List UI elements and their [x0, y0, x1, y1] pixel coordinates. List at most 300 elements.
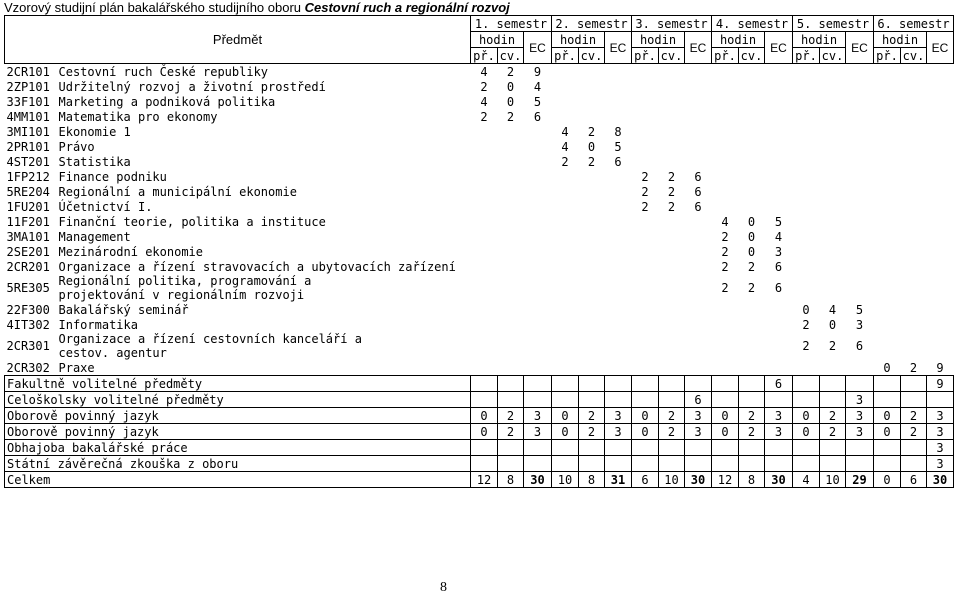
ec-credits [685, 456, 712, 472]
empty-cell [498, 199, 524, 214]
empty-cell [552, 302, 579, 317]
empty-cell [793, 94, 820, 109]
exercise-hours: 2 [820, 408, 846, 424]
ec-credits: 8 [614, 124, 622, 139]
empty-cell [524, 199, 552, 214]
empty-cell [927, 332, 954, 360]
empty-cell [874, 109, 901, 124]
ec-credits: 5 [855, 302, 864, 317]
ec-credits [524, 456, 552, 472]
empty-cell [874, 332, 901, 360]
lecture-hours: 2 [480, 79, 488, 94]
course-row [5, 169, 954, 184]
empty-cell [820, 214, 846, 229]
empty-cell [659, 94, 685, 109]
course-name: Udržitelný rozvoj a životní prostředí [58, 79, 326, 94]
exercise-hours [901, 392, 927, 408]
empty-cell [524, 244, 552, 259]
empty-cell [901, 274, 927, 302]
summary-label: Celoškolsky volitelné předměty [5, 392, 471, 408]
lecture-header: př. [552, 48, 579, 64]
course-row [5, 154, 954, 169]
empty-cell [498, 229, 524, 244]
empty-cell [793, 360, 820, 376]
empty-cell [552, 94, 579, 109]
course-code: 3MI101 [6, 124, 50, 139]
lecture-hours: 0 [471, 408, 498, 424]
exercise-hours [739, 376, 765, 392]
empty-cell [765, 139, 793, 154]
empty-cell [846, 169, 874, 184]
empty-cell [579, 94, 605, 109]
empty-cell [685, 332, 712, 360]
empty-cell [927, 94, 954, 109]
exercise-hours: 6 [901, 472, 927, 488]
empty-cell [685, 79, 712, 94]
ec-credits: 30 [765, 472, 793, 488]
empty-cell [765, 79, 793, 94]
empty-cell [605, 169, 632, 184]
empty-cell [874, 229, 901, 244]
exercise-hours: 2 [820, 424, 846, 440]
empty-cell [524, 274, 552, 302]
empty-cell [632, 214, 659, 229]
empty-cell [552, 109, 579, 124]
course-row [5, 199, 954, 214]
empty-cell [471, 360, 498, 376]
empty-cell [498, 139, 524, 154]
empty-cell [874, 302, 901, 317]
empty-cell [498, 274, 524, 302]
semester-6-header: 6. semestr [874, 16, 954, 32]
empty-cell [552, 214, 579, 229]
exercise-hours [739, 440, 765, 456]
exercise-hours: 8 [579, 472, 605, 488]
empty-cell [820, 154, 846, 169]
empty-cell [632, 124, 659, 139]
lecture-hours [712, 392, 739, 408]
empty-cell [874, 214, 901, 229]
lecture-hours: 0 [793, 424, 820, 440]
empty-cell [471, 229, 498, 244]
ec-credits: 6 [533, 109, 542, 124]
empty-cell [846, 199, 874, 214]
ec-credits: 9 [533, 64, 542, 79]
empty-cell [471, 332, 498, 360]
semester-1-header: 1. semestr [471, 16, 552, 32]
empty-cell [659, 274, 685, 302]
course-row [5, 274, 954, 302]
lecture-hours: 0 [712, 424, 739, 440]
empty-cell [632, 139, 659, 154]
ec-credits [765, 392, 793, 408]
empty-cell [524, 259, 552, 274]
empty-cell [579, 360, 605, 376]
course-code: 2CR301 [6, 339, 50, 353]
exercise-hours: 0 [747, 214, 756, 229]
empty-cell [901, 259, 927, 274]
course-code: 2PR101 [6, 139, 50, 154]
lecture-hours [632, 392, 659, 408]
ec-credits: 3 [774, 244, 783, 259]
empty-cell [579, 199, 605, 214]
lecture-header: př. [471, 48, 498, 64]
empty-cell [846, 154, 874, 169]
course-row [5, 302, 954, 317]
summary-row [5, 392, 954, 408]
summary-label: Oborově povinný jazyk [5, 408, 471, 424]
empty-cell [685, 259, 712, 274]
empty-cell [712, 332, 739, 360]
empty-cell [927, 214, 954, 229]
course-name: Informatika [58, 317, 138, 332]
lecture-hours: 0 [632, 408, 659, 424]
ec-credits: 3 [846, 392, 874, 408]
exercise-hours: 2 [498, 424, 524, 440]
lecture-hours: 10 [552, 472, 579, 488]
hodin-header: hodin [471, 32, 524, 48]
empty-cell [498, 184, 524, 199]
semester-2-header: 2. semestr [552, 16, 632, 32]
empty-cell [685, 154, 712, 169]
exercise-header: cv. [820, 48, 846, 64]
empty-cell [765, 169, 793, 184]
empty-cell [739, 64, 765, 80]
empty-cell [739, 154, 765, 169]
empty-cell [874, 124, 901, 139]
empty-cell [927, 274, 954, 302]
empty-cell [659, 109, 685, 124]
lecture-hours [793, 440, 820, 456]
lecture-header: př. [793, 48, 820, 64]
exercise-hours [498, 456, 524, 472]
ec-credits: 6 [774, 259, 783, 274]
empty-cell [471, 139, 498, 154]
empty-cell [659, 259, 685, 274]
empty-cell [552, 79, 579, 94]
empty-cell [739, 184, 765, 199]
empty-cell [498, 302, 524, 317]
empty-cell [765, 317, 793, 332]
empty-cell [765, 199, 793, 214]
lecture-hours: 0 [874, 424, 901, 440]
exercise-hours: 2 [901, 408, 927, 424]
ec-credits: 3 [605, 424, 632, 440]
lecture-hours: 4 [480, 64, 488, 79]
empty-cell [793, 229, 820, 244]
lecture-hours [471, 376, 498, 392]
empty-cell [874, 169, 901, 184]
empty-cell [901, 169, 927, 184]
empty-cell [793, 214, 820, 229]
course-row [5, 214, 954, 229]
title-prefix: Vzorový studijní plán bakalářského studijního oboru [4, 0, 305, 15]
empty-cell [901, 139, 927, 154]
course-name: Účetnictví I. [58, 199, 153, 214]
empty-cell [605, 259, 632, 274]
empty-cell [471, 302, 498, 317]
course-name: Praxe [58, 360, 95, 375]
exercise-hours: 2 [747, 281, 756, 295]
lecture-hours: 2 [721, 229, 729, 244]
empty-cell [927, 154, 954, 169]
empty-cell [765, 332, 793, 360]
exercise-hours [579, 456, 605, 472]
summary-label: Státní závěrečná zkouška z oboru [5, 456, 471, 472]
empty-cell [739, 94, 765, 109]
empty-cell [712, 124, 739, 139]
ec-credits: 3 [685, 408, 712, 424]
program-name: Cestovní ruch a regionální rozvoj [304, 0, 510, 15]
empty-cell [739, 79, 765, 94]
empty-cell [605, 79, 632, 94]
exercise-hours: 2 [587, 124, 596, 139]
empty-cell [739, 199, 765, 214]
lecture-hours: 2 [721, 281, 729, 295]
lecture-hours: 12 [471, 472, 498, 488]
course-row [5, 139, 954, 154]
lecture-header: př. [632, 48, 659, 64]
empty-cell [846, 259, 874, 274]
semester-3-header: 3. semestr [632, 16, 712, 32]
empty-cell [659, 302, 685, 317]
empty-cell [659, 64, 685, 80]
ec-credits: 4 [533, 79, 542, 94]
exercise-header: cv. [579, 48, 605, 64]
lecture-hours [874, 392, 901, 408]
empty-cell [846, 360, 874, 376]
exercise-hours: 8 [498, 472, 524, 488]
empty-cell [524, 154, 552, 169]
course-row [5, 124, 954, 139]
empty-cell [793, 184, 820, 199]
exercise-hours: 0 [828, 317, 837, 332]
ec-credits [685, 376, 712, 392]
empty-cell [579, 79, 605, 94]
empty-cell [471, 199, 498, 214]
empty-cell [820, 199, 846, 214]
exercise-header: cv. [901, 48, 927, 64]
lecture-hours: 2 [641, 169, 649, 184]
empty-cell [927, 109, 954, 124]
ec-credits [524, 392, 552, 408]
empty-cell [552, 259, 579, 274]
lecture-hours [793, 392, 820, 408]
exercise-hours [659, 456, 685, 472]
lecture-hours: 0 [712, 408, 739, 424]
empty-cell [846, 109, 874, 124]
summary-row [5, 376, 954, 392]
empty-cell [765, 94, 793, 109]
empty-cell [659, 244, 685, 259]
lecture-hours: 0 [874, 472, 901, 488]
page-number: 8 [440, 580, 447, 595]
exercise-hours: 2 [739, 424, 765, 440]
ec-credits: 6 [614, 154, 622, 169]
empty-cell [820, 259, 846, 274]
empty-cell [793, 139, 820, 154]
exercise-hours [739, 456, 765, 472]
lecture-hours: 0 [802, 302, 810, 317]
course-code: 1FU201 [6, 199, 50, 214]
ec-header: EC [524, 32, 552, 64]
exercise-hours: 2 [739, 408, 765, 424]
lecture-hours: 4 [793, 472, 820, 488]
lecture-hours: 2 [480, 109, 488, 124]
summary-row [5, 456, 954, 472]
empty-cell [579, 274, 605, 302]
course-name: Bakalářský seminář [58, 302, 189, 317]
empty-cell [685, 274, 712, 302]
lecture-hours: 0 [552, 408, 579, 424]
exercise-hours [659, 376, 685, 392]
exercise-hours [659, 392, 685, 408]
empty-cell [765, 360, 793, 376]
lecture-hours: 6 [632, 472, 659, 488]
empty-cell [739, 317, 765, 332]
empty-cell [846, 79, 874, 94]
exercise-hours [901, 440, 927, 456]
empty-cell [632, 154, 659, 169]
empty-cell [901, 124, 927, 139]
empty-cell [874, 79, 901, 94]
empty-cell [524, 184, 552, 199]
ec-credits: 3 [605, 408, 632, 424]
exercise-hours: 0 [747, 229, 756, 244]
empty-cell [605, 302, 632, 317]
exercise-hours [901, 456, 927, 472]
lecture-hours [632, 440, 659, 456]
empty-cell [685, 302, 712, 317]
empty-cell [552, 229, 579, 244]
empty-cell [901, 332, 927, 360]
empty-cell [498, 169, 524, 184]
empty-cell [605, 199, 632, 214]
empty-cell [685, 229, 712, 244]
summary-label: Obhajoba bakalářské práce [5, 440, 471, 456]
ec-credits [927, 392, 954, 408]
exercise-hours [659, 440, 685, 456]
lecture-hours [712, 456, 739, 472]
empty-cell [793, 124, 820, 139]
semester-5-header: 5. semestr [793, 16, 874, 32]
summary-label: Fakultně volitelné předměty [5, 376, 471, 392]
ec-credits: 30 [927, 472, 954, 488]
empty-cell [927, 244, 954, 259]
course-code: 2SE201 [6, 244, 50, 259]
course-name: Management [58, 229, 131, 244]
course-name: Cestovní ruch České republiky [58, 64, 269, 79]
study-plan-table [4, 15, 954, 488]
empty-cell [498, 360, 524, 376]
empty-cell [685, 64, 712, 80]
empty-cell [820, 169, 846, 184]
ec-credits [765, 440, 793, 456]
empty-cell [739, 109, 765, 124]
ec-credits [524, 376, 552, 392]
empty-cell [685, 124, 712, 139]
exercise-hours: 0 [587, 139, 596, 154]
empty-cell [498, 259, 524, 274]
ec-credits: 3 [927, 424, 954, 440]
empty-cell [712, 109, 739, 124]
empty-cell [820, 229, 846, 244]
empty-cell [901, 94, 927, 109]
empty-cell [552, 360, 579, 376]
course-name: Organizace a řízení cestovních kanceláří a cestov. agentur [58, 332, 362, 360]
empty-cell [579, 302, 605, 317]
empty-cell [846, 214, 874, 229]
empty-cell [793, 109, 820, 124]
empty-cell [820, 124, 846, 139]
empty-cell [712, 184, 739, 199]
ec-credits: 30 [524, 472, 552, 488]
exercise-header: cv. [739, 48, 765, 64]
empty-cell [471, 169, 498, 184]
course-row [5, 109, 954, 124]
course-row [5, 94, 954, 109]
ec-credits: 3 [927, 440, 954, 456]
empty-cell [927, 79, 954, 94]
empty-cell [471, 317, 498, 332]
lecture-hours: 2 [721, 244, 729, 259]
lecture-hours [632, 376, 659, 392]
summary-row [5, 408, 954, 424]
exercise-hours: 4 [828, 302, 837, 317]
empty-cell [874, 154, 901, 169]
exercise-hours: 2 [659, 408, 685, 424]
course-name: Finance podniku [58, 169, 167, 184]
course-list [5, 64, 954, 376]
empty-cell [632, 229, 659, 244]
empty-cell [793, 79, 820, 94]
exercise-hours: 2 [828, 339, 837, 353]
exercise-hours [739, 392, 765, 408]
course-name: Statistika [58, 154, 131, 169]
semester-4-header: 4. semestr [712, 16, 793, 32]
lecture-hours [874, 456, 901, 472]
exercise-hours [820, 456, 846, 472]
empty-cell [524, 169, 552, 184]
empty-cell [552, 332, 579, 360]
ec-credits: 3 [685, 424, 712, 440]
exercise-hours: 0 [506, 94, 515, 109]
empty-cell [820, 184, 846, 199]
empty-cell [846, 139, 874, 154]
hodin-header: hodin [712, 32, 765, 48]
empty-cell [632, 317, 659, 332]
course-row [5, 79, 954, 94]
lecture-hours: 2 [802, 317, 810, 332]
empty-cell [793, 64, 820, 80]
ec-credits: 5 [533, 94, 542, 109]
empty-cell [739, 332, 765, 360]
ec-credits [605, 392, 632, 408]
exercise-hours: 2 [667, 184, 676, 199]
empty-cell [712, 94, 739, 109]
empty-cell [632, 94, 659, 109]
empty-cell [579, 244, 605, 259]
ec-header: EC [846, 32, 874, 64]
course-name: Matematika pro ekonomy [58, 109, 218, 124]
empty-cell [874, 317, 901, 332]
exercise-hours: 2 [667, 169, 676, 184]
empty-cell [874, 184, 901, 199]
empty-cell [927, 169, 954, 184]
document-title [4, 0, 510, 15]
ec-credits: 29 [846, 472, 874, 488]
exercise-hours [820, 376, 846, 392]
